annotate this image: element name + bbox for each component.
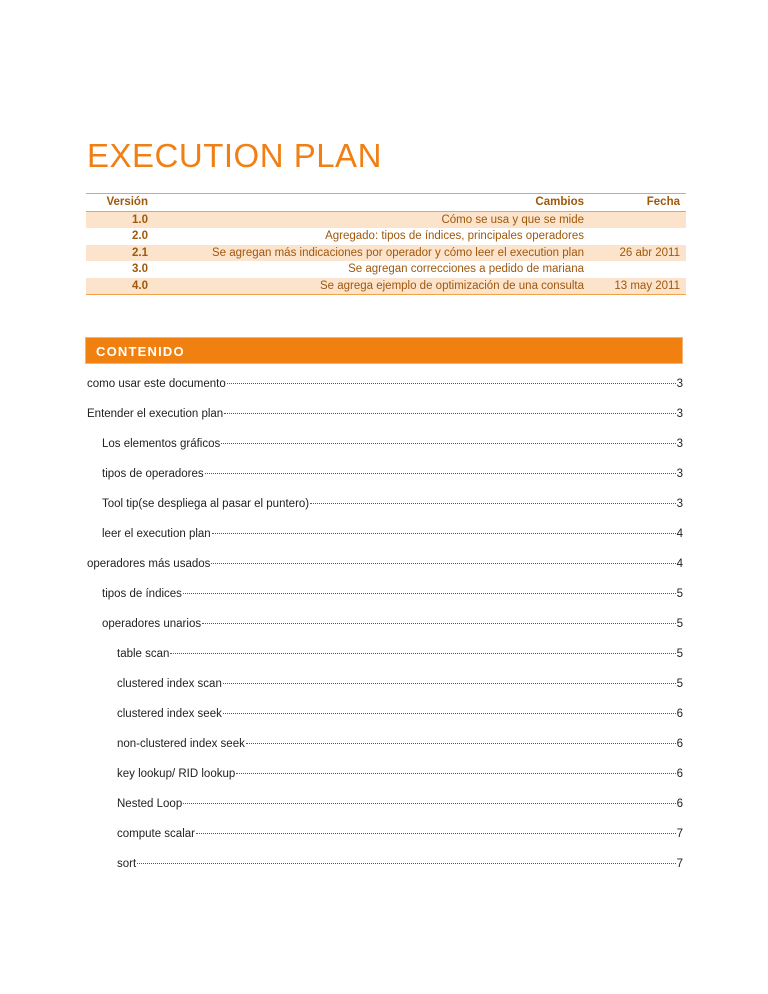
revision-history-table	[86, 193, 686, 295]
toc-entry-title: operadores unarios	[102, 618, 202, 630]
toc-entry-page: 6	[676, 738, 683, 750]
column-header-date: Fecha	[590, 194, 686, 212]
column-header-changes: Cambios	[154, 194, 590, 212]
toc-entry-page: 5	[676, 618, 683, 630]
changes-cell: Se agregan correcciones a pedido de mariana	[348, 263, 584, 275]
date-cell	[590, 228, 686, 245]
toc-entry-page: 6	[676, 768, 683, 780]
dot-leader	[221, 443, 675, 444]
date-cell	[590, 211, 686, 228]
table-header-row	[86, 194, 686, 212]
version-cell: 2.1	[86, 245, 154, 262]
toc-entry[interactable]	[102, 617, 683, 631]
toc-entry-title: Tool tip(se despliega al pasar el puntero)	[102, 498, 310, 510]
toc-entry[interactable]	[102, 497, 683, 511]
toc-entry-title: clustered index scan	[117, 678, 222, 690]
dot-leader	[196, 833, 676, 834]
dot-leader	[236, 773, 675, 774]
toc-entry[interactable]	[117, 797, 683, 811]
toc-entry[interactable]	[102, 437, 683, 451]
dot-leader	[223, 683, 676, 684]
toc-entry-title: leer el execution plan	[102, 528, 211, 540]
toc-entry-title: tipos de índices	[102, 588, 182, 600]
dot-leader	[212, 533, 676, 534]
toc-entry[interactable]	[87, 407, 683, 421]
toc-entry-page: 3	[676, 378, 683, 390]
table-row	[86, 245, 686, 262]
toc-entry-title: clustered index seek	[117, 708, 222, 720]
changes-cell: Se agregan más indicaciones por operador y cómo leer el execution plan	[154, 245, 590, 262]
table-row	[86, 228, 686, 245]
version-cell: 1.0	[86, 211, 154, 228]
toc-entry-title: non-clustered index seek	[117, 738, 245, 750]
dot-leader	[223, 713, 676, 714]
document-title: EXECUTION PLAN	[87, 137, 382, 174]
toc-entry-page: 7	[676, 858, 683, 870]
dot-leader	[202, 623, 676, 624]
dot-leader	[224, 413, 675, 414]
toc-entry-page: 4	[676, 528, 683, 540]
dot-leader	[310, 503, 675, 504]
toc-entry[interactable]	[87, 557, 683, 571]
dot-leader	[211, 563, 675, 564]
dot-leader	[246, 743, 676, 744]
changes-cell: Se agrega ejemplo de optimización de una consulta	[154, 278, 590, 295]
toc-entry-title: Nested Loop	[117, 798, 183, 810]
toc-entry[interactable]	[102, 587, 683, 601]
version-cell: 2.0	[132, 230, 148, 242]
changes-cell: Agregado: tipos de índices, principales operadores	[325, 230, 584, 242]
date-cell	[590, 261, 686, 278]
toc-entry-title: key lookup/ RID lookup	[117, 768, 236, 780]
toc-entry[interactable]	[102, 467, 683, 481]
toc-entry[interactable]	[117, 737, 683, 751]
toc-entry[interactable]	[102, 527, 683, 541]
toc-entry-page: 5	[676, 678, 683, 690]
dot-leader	[137, 863, 675, 864]
changes-cell: Cómo se usa y que se mide	[154, 211, 590, 228]
toc-entry-title: como usar este documento	[87, 378, 226, 390]
toc-entry-page: 4	[676, 558, 683, 570]
toc-entry[interactable]	[117, 827, 683, 841]
contents-heading-bar	[85, 337, 683, 364]
date-cell: 13 may 2011	[590, 278, 686, 295]
toc-entry[interactable]	[87, 377, 683, 391]
table-row	[86, 261, 686, 278]
toc-entry-page: 6	[676, 708, 683, 720]
version-cell: 3.0	[132, 263, 148, 275]
table-row	[86, 211, 686, 228]
toc-entry-page: 5	[676, 588, 683, 600]
column-header-version: Versión	[86, 194, 154, 212]
toc-entry-title: sort	[117, 858, 137, 870]
toc-entry-page: 7	[676, 828, 683, 840]
date-cell: 26 abr 2011	[590, 245, 686, 262]
toc-entry-page: 3	[676, 408, 683, 420]
table-row	[86, 278, 686, 295]
toc-entry[interactable]	[117, 647, 683, 661]
toc-entry-title: compute scalar	[117, 828, 195, 840]
toc-entry[interactable]	[117, 677, 683, 691]
version-cell: 4.0	[86, 278, 154, 295]
toc-entry-title: Entender el execution plan	[87, 408, 224, 420]
dot-leader	[205, 473, 676, 474]
dot-leader	[170, 653, 675, 654]
toc-entry-page: 6	[676, 798, 683, 810]
toc-entry-title: tipos de operadores	[102, 468, 204, 480]
toc-entry-title: Los elementos gráficos	[102, 438, 221, 450]
toc-entry-page: 3	[676, 438, 683, 450]
toc-entry-page: 3	[676, 468, 683, 480]
toc-entry-page: 3	[676, 498, 683, 510]
dot-leader	[183, 593, 676, 594]
dot-leader	[227, 383, 676, 384]
dot-leader	[183, 803, 675, 804]
contents-heading: CONTENIDO	[96, 344, 185, 359]
toc-entry-title: table scan	[117, 648, 170, 660]
toc-entry-page: 5	[676, 648, 683, 660]
toc-entry[interactable]	[117, 767, 683, 781]
toc-entry[interactable]	[117, 707, 683, 721]
toc-entry[interactable]	[117, 857, 683, 871]
toc-entry-title: operadores más usados	[87, 558, 211, 570]
